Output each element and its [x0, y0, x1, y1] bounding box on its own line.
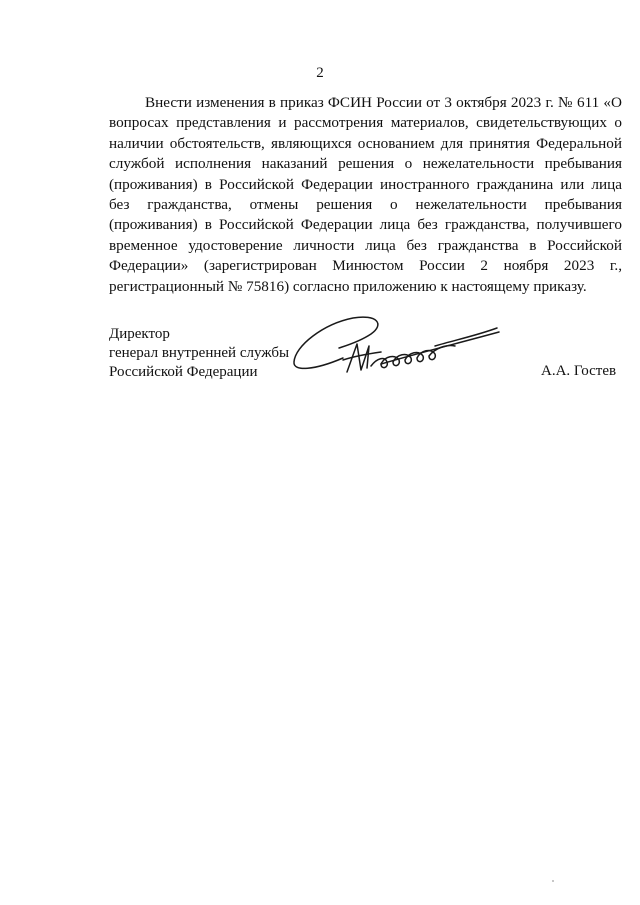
- position-title: Директор: [109, 326, 170, 342]
- order-body-paragraph: Внести изменения в приказ ФСИН России от 3 октября 2023 г. № 611 «О вопросах представления и рассмотрения материалов, свидетельствующих о наличии обстоятельств, являющихся основанием для принятия Федеральной службой исполнения наказаний решения о нежелательности пребывания (проживания) в Российской Федерации иностранного гражданина или лица без гражданства, отмены решения о нежелательности пребывания (проживания) в Российской Федерации лица без гражданства, получившего временное удостоверение личности лица без гражданства в Российской Федерации» (зарегистрирован Минюстом России 2 ноября 2023 г., регистрационный № 75816) согласно приложению к настоящему приказу.: [109, 94, 622, 295]
- page-number: 2: [316, 65, 324, 81]
- scan-artifact: [552, 880, 554, 882]
- signatory-position: [109, 325, 289, 382]
- handwritten-signature-icon: [285, 310, 510, 390]
- position-rank: генерал внутренней службы: [109, 345, 290, 361]
- position-country: Российской Федерации: [109, 364, 258, 380]
- signer-name: А.А. Гостев: [541, 363, 617, 379]
